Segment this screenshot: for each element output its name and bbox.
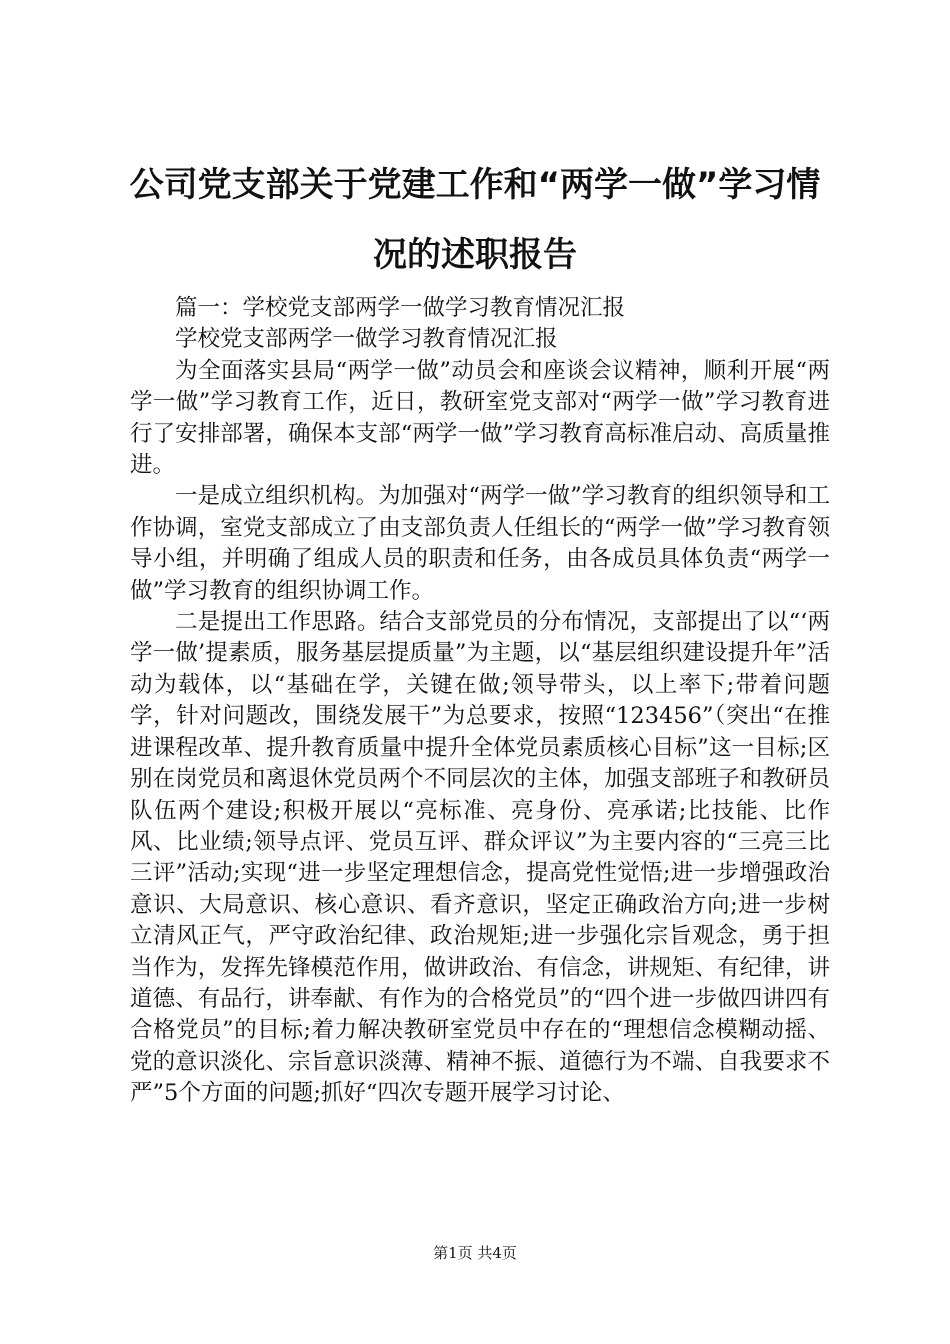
document-title: 公司党支部关于党建工作和“两学一做”学习情况的述职报告	[129, 165, 821, 275]
paragraph-work-ideas: 二是提出工作思路。结合支部党员的分布情况，支部提出了以“‘两学一做’提素质，服务基层提质量”为主题，以“基层组织建设提升年”活动为载体，以“基础在学，关键在做;领导带头，以上率下;带着问题学，针对问题改，围绕发展干”为总要求，按照“123456”（突出“在推进课程改革、提升教育质量中提升全体党员素质核心目标”这一目标;区别在岗党员和离退休党员两个不同层次的主体，加强支部班子和教研员队伍两个建设;积极开展以“亮标准、亮身份、亮承诺;比技能、比作风、比业绩;领导点评、党员互评、群众评议”为主要内容的“三亮三比三评”活动;实现“进一步坚定理想信念，提高党性觉悟;进一步增强政治意识、大局意识、核心意识、看齐意识，坚定正确政治方向;进一步树立清风正气，严守政治纪律、政治规矩;进一步强化宗旨观念，勇于担当作为，发挥先锋模范作用，做讲政治、有信念，讲规矩、有纪律，讲道德、有品行，讲奉献、有作为的合格党员”的“四个进一步做四讲四有合格党员”的目标;着力解决教研室党员中存在的“理想信念模糊动摇、党的意识淡化、宗旨意识淡薄、精神不振、道德行为不端、自我要求不严”5个方面的问题;抓好“四次专题开展学习讨论、	[130, 609, 830, 1107]
paragraph-organization: 一是成立组织机构。为加强对“两学一做”学习教育的组织领导和工作协调，室党支部成立了由支部负责人任组长的“两学一做”学习教育领导小组，并明确了组成人员的职责和任务，由各成员具体负责“两学一做”学习教育的组织协调工作。	[130, 483, 830, 604]
report-subtitle: 学校党支部两学一做学习教育情况汇报	[175, 326, 558, 353]
document-body	[130, 293, 830, 1110]
page-footer: 第1页 共4页	[433, 1244, 517, 1262]
section-heading: 篇一：学校党支部两学一做学习教育情况汇报	[175, 295, 626, 321]
paragraph-intro: 为全面落实县局“两学一做”动员会和座谈会议精神，顺利开展“两学一做”学习教育工作，近日，教研室党支部对“两学一做”学习教育进行了安排部署，确保本支部“两学一做”学习教育高标准启动、高质量推进。	[130, 357, 830, 479]
